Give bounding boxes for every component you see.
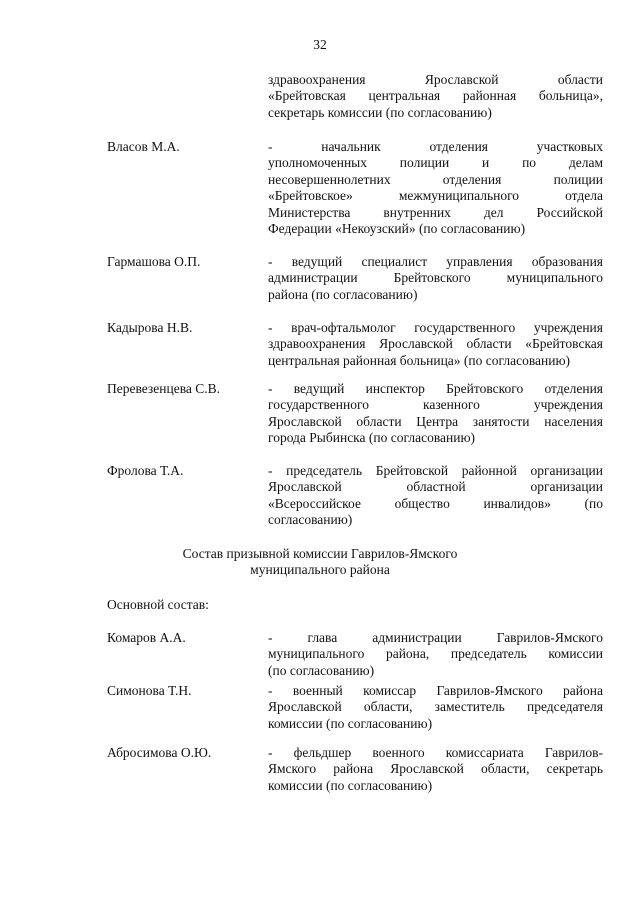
page-number: 32 [313, 37, 327, 52]
member-name: Кадырова Н.В. [107, 320, 193, 335]
member-role [268, 320, 603, 369]
text-line: секретарь комиссии (по согласованию) [268, 104, 492, 120]
text-line: Федерации «Некоузский» (по согласованию) [268, 220, 526, 236]
text-line: - врач-офтальмолог государственного учреждения [268, 320, 603, 335]
text-line: «Брейтовское» межмуниципального отдела [268, 188, 603, 204]
member-role [268, 745, 603, 794]
text-line: - военный комиссар Гаврилов-Ямского района [268, 683, 603, 698]
text-line: Ямского района Ярославской области, секретарь [268, 761, 603, 777]
text-line: - фельдшер военного комиссариата Гаврилов- [268, 745, 603, 760]
text-line: «Брейтовская центральная районная больница», [268, 88, 603, 104]
member-name: Симонова Т.Н. [107, 683, 192, 698]
text-line: Ярославской области Центра занятости населения [268, 413, 603, 429]
text-line: здравоохранения Ярославской области [268, 72, 603, 87]
member-name: Абросимова О.Ю. [107, 745, 212, 760]
text-line: - ведущий специалист управления образования [268, 254, 603, 269]
section-heading [0, 546, 640, 579]
text-line: Министерства внутренних дел Российской [268, 204, 603, 220]
text-line: согласованию) [268, 512, 353, 528]
member-role [268, 254, 603, 303]
text-line: - глава администрации Гаврилов-Ямского [268, 630, 603, 645]
text-line: администрации Брейтовского муниципального [268, 270, 603, 286]
text-line: комиссии (по согласованию) [268, 715, 433, 731]
member-role [268, 139, 603, 237]
text-line: муниципального района, председатель комиссии [268, 646, 603, 662]
text-line: здравоохранения Ярославской области «Брейтовская [268, 336, 603, 352]
text-line: - председатель Брейтовской районной организации [268, 463, 603, 478]
continuation-text [268, 72, 603, 121]
heading-line: Состав призывной комиссии Гаврилов-Ямского [182, 546, 458, 561]
text-line: уполномоченных полиции и по делам [268, 155, 603, 171]
text-line: города Рыбинска (по согласованию) [268, 430, 476, 446]
text-line: Ярославской областной организации [268, 479, 603, 495]
member-name: Комаров А.А. [107, 630, 186, 645]
text-line: комиссии (по согласованию) [268, 777, 433, 793]
text-line: «Всероссийское общество инвалидов» (по [268, 495, 603, 511]
member-role [268, 463, 603, 529]
member-role [268, 630, 603, 679]
heading-line: муниципального района [250, 562, 390, 578]
text-line: несовершеннолетних отделения полиции [268, 171, 603, 187]
text-line: (по согласованию) [268, 662, 375, 678]
text-line: Ярославской области, заместитель председателя [268, 699, 603, 715]
member-name: Власов М.А. [107, 139, 180, 154]
text-line: района (по согласованию) [268, 286, 418, 302]
text-line: центральная районная больница» (по согласованию) [268, 352, 571, 368]
member-name: Фролова Т.А. [107, 463, 184, 478]
text-line: - начальник отделения участковых [268, 139, 603, 154]
text-line: государственного казенного учреждения [268, 397, 603, 413]
member-role [268, 381, 603, 447]
member-name: Гармашова О.П. [107, 254, 201, 269]
member-role [268, 683, 603, 732]
member-name: Перевезенцева С.В. [107, 381, 221, 396]
text-line: - ведущий инспектор Брейтовского отделения [268, 381, 603, 396]
subheading: Основной состав: [107, 597, 209, 612]
